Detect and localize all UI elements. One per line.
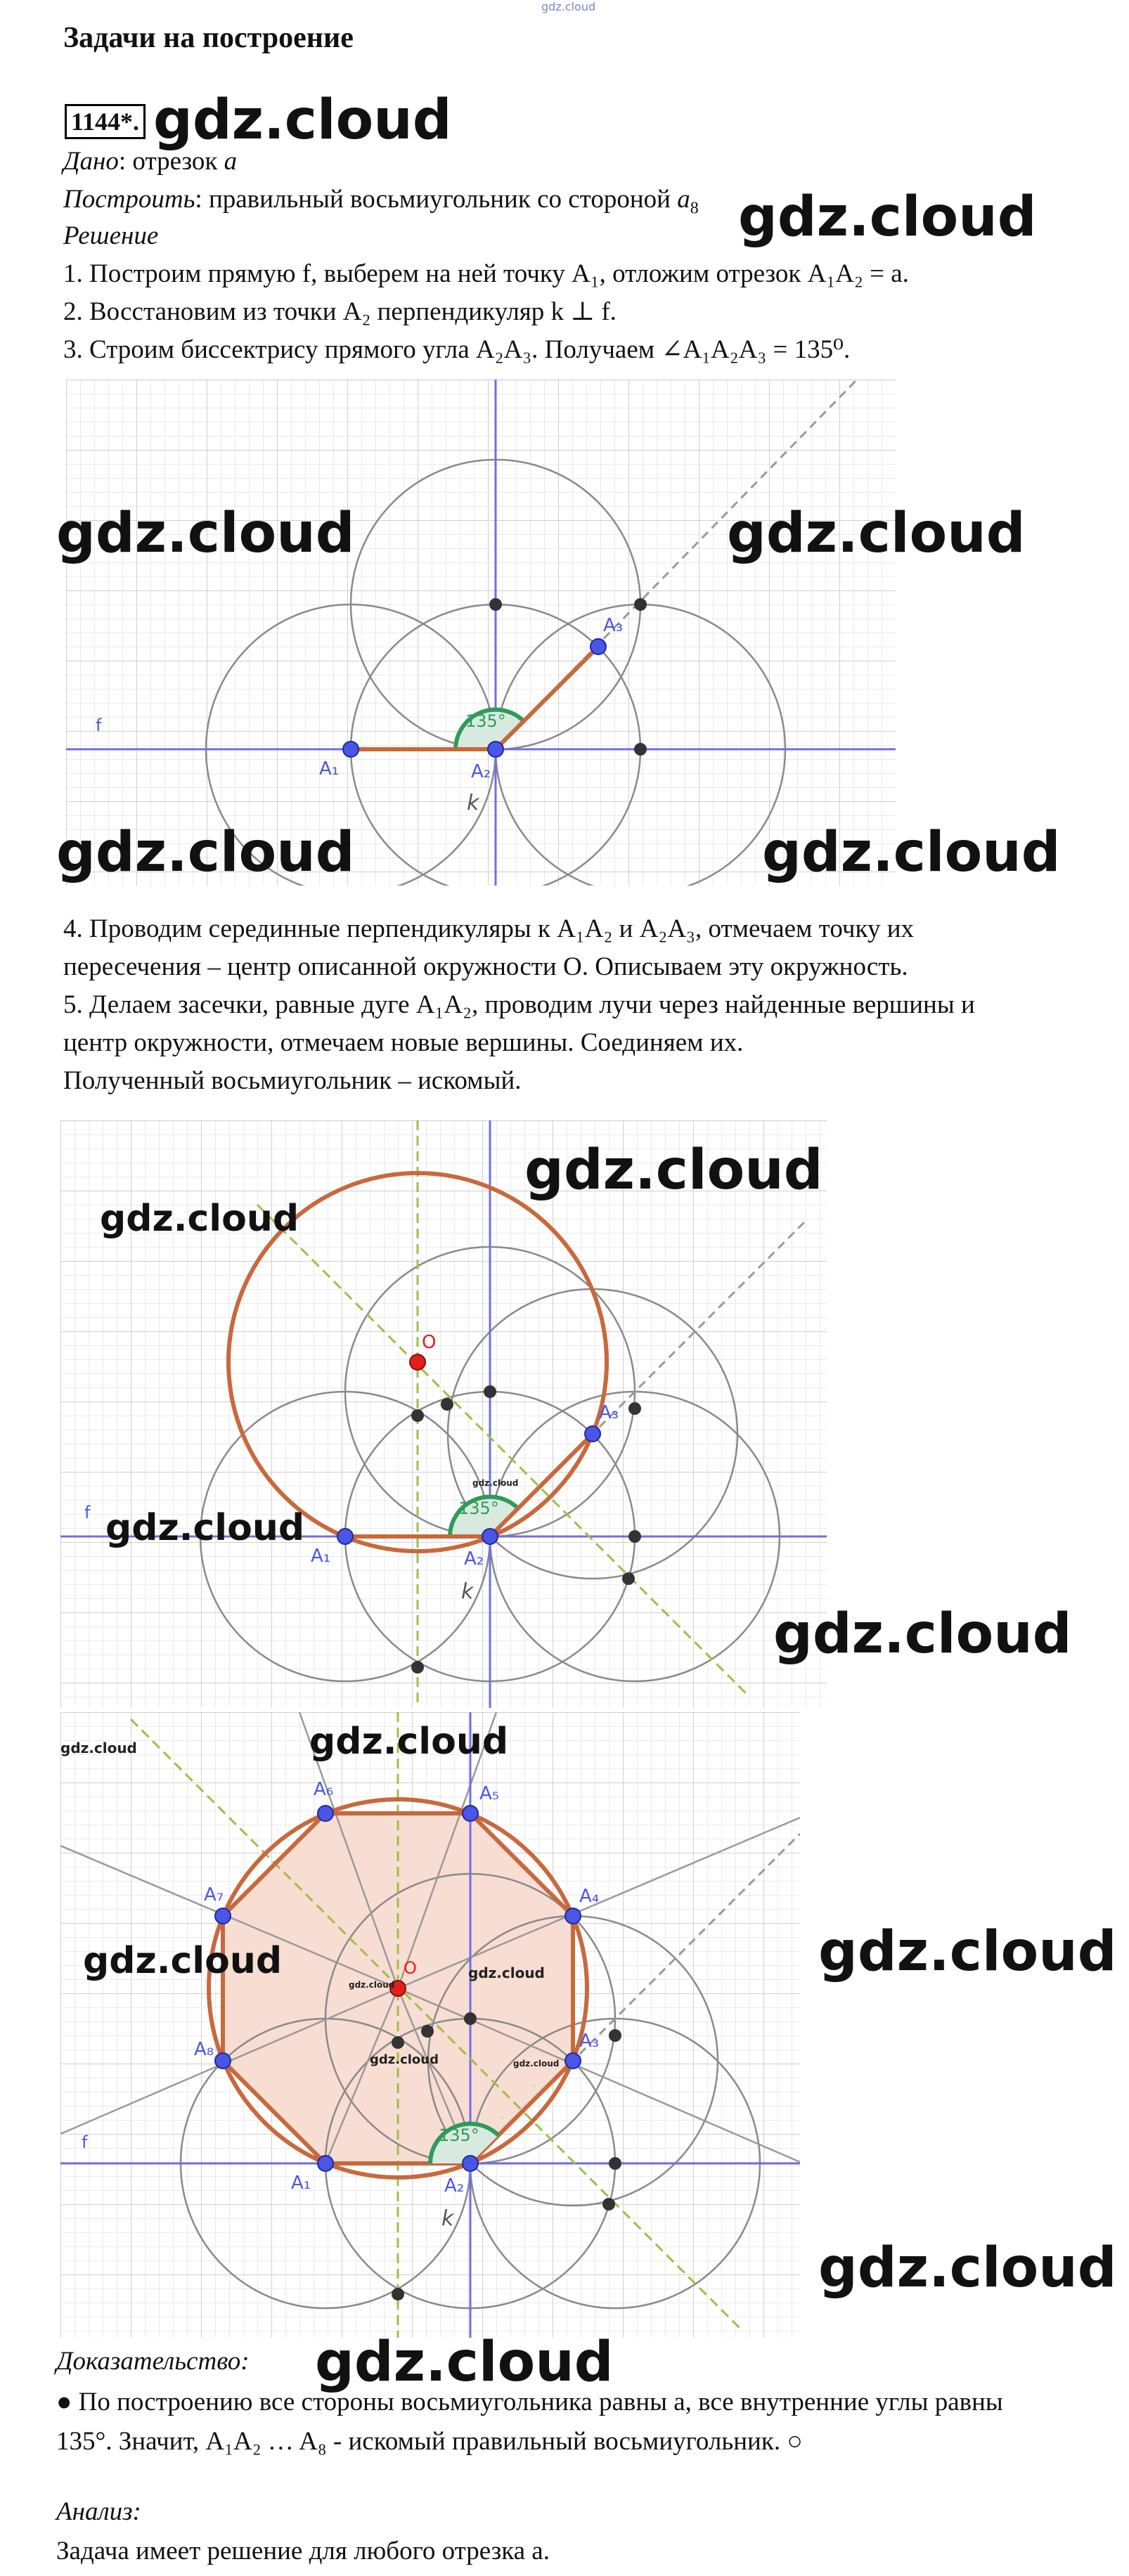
watermark: gdz.cloud — [56, 821, 355, 884]
label-f: f — [82, 2132, 88, 2152]
center-point-o — [410, 1354, 425, 1370]
intersection-point — [602, 2198, 615, 2211]
watermark: gdz.cloud — [349, 1980, 395, 1990]
construct-label: Построить — [63, 185, 195, 214]
watermark: gdz.cloud — [762, 821, 1061, 884]
intersection-point — [441, 1398, 453, 1411]
watermark: gdz.cloud — [315, 2331, 614, 2394]
intersection-point — [421, 2025, 434, 2038]
point-a2 — [482, 1529, 498, 1544]
label-a3: A₃ — [599, 1402, 619, 1423]
point-a3 — [591, 639, 606, 654]
watermark: gdz.cloud — [472, 1478, 519, 1488]
point-a4 — [565, 1908, 581, 1924]
label-a2: A₂ — [464, 1548, 484, 1569]
point-a2 — [488, 742, 503, 757]
label-a3: A₃ — [603, 615, 624, 636]
intersection-point — [628, 1402, 641, 1415]
figure-1 — [66, 380, 896, 886]
point-a5 — [463, 1806, 478, 1821]
intersection-point — [411, 1661, 424, 1674]
label-a3: A₃ — [579, 2031, 600, 2052]
construct-text: : правильный восьмиугольник со стороной — [195, 185, 678, 214]
proof-line-2: 135°. Значит, A₁A₂ … A₈ - искомый правильный восьмиугольник. ○ — [56, 2427, 803, 2456]
given-label: Дано — [63, 147, 119, 176]
page-title: Задачи на построение — [63, 22, 354, 54]
proof-line-1: ● По построению все стороны восьмиугольника равны a, все внутренние углы равны — [56, 2388, 1003, 2416]
given-var: a — [224, 147, 238, 176]
intersection-point — [392, 2288, 404, 2300]
solution-step-2: 2. Восстановим из точки A₂ перпендикуляр k ⊥ f. — [63, 297, 617, 326]
solution-step-1: 1. Построим прямую f, выберем на ней точку A₁, отложим отрезок A₁A₂ = a. — [63, 259, 909, 288]
watermark: gdz.cloud — [818, 2237, 1117, 2300]
solution-step-4: 4. Проводим серединные перпендикуляры к A₁A₂ и A₂A₃, отмечаем точку их — [63, 914, 914, 943]
watermark: gdz.cloud — [56, 502, 355, 565]
solution-step-4b: пересечения – центр описанной окружности O. Описываем эту окружность. — [63, 952, 908, 981]
proof-label: Доказательство: — [56, 2347, 250, 2376]
label-o: O — [404, 1958, 417, 1978]
point-a3 — [565, 2053, 581, 2069]
figure-3 — [60, 1712, 800, 2338]
label-a8: A₈ — [194, 2039, 214, 2060]
intersection-point — [411, 1409, 424, 1422]
label-k: k — [461, 1579, 474, 1604]
solution-step-5b: центр окружности, отмечаем новые вершины. Соединяем их. — [63, 1028, 744, 1057]
intersection-point — [464, 2012, 477, 2025]
analysis-text: Задача имеет решение для любого отрезка a. — [56, 2537, 550, 2565]
construct-sub: 8 — [690, 199, 699, 218]
point-a1 — [318, 2156, 333, 2171]
intersection-point — [484, 1385, 496, 1398]
label-a4: A₄ — [579, 1886, 600, 1907]
label-a7: A₇ — [204, 1884, 224, 1905]
watermark: gdz.cloud — [524, 1139, 823, 1202]
label-a1: A₁ — [319, 758, 340, 779]
point-a6 — [318, 1806, 333, 1821]
solution-conclusion: Полученный восьмиугольник – искомый. — [63, 1066, 522, 1095]
watermark: gdz.cloud — [309, 1721, 509, 1763]
label-a2: A₂ — [444, 2175, 465, 2196]
intersection-point — [609, 2157, 621, 2170]
intersection-point — [392, 2036, 404, 2049]
construct-line — [63, 183, 699, 225]
watermark: gdz.cloud — [738, 186, 1037, 249]
point-a8 — [215, 2053, 231, 2069]
watermark: gdz.cloud — [773, 1603, 1072, 1666]
given-line — [63, 145, 237, 179]
label-a1: A₁ — [311, 1546, 331, 1567]
watermark: gdz.cloud — [818, 1920, 1117, 1983]
task-number: 1144*. — [65, 104, 146, 139]
watermark: gdz.cloud — [370, 2052, 439, 2067]
label-a2: A₂ — [471, 761, 491, 782]
angle-label: 135° — [458, 1499, 499, 1518]
label-a5: A₅ — [479, 1783, 500, 1804]
intersection-point — [634, 743, 647, 756]
label-k: k — [467, 791, 479, 815]
point-a7 — [215, 1908, 231, 1924]
watermark: gdz.cloud — [513, 2059, 560, 2069]
label-a6: A₆ — [314, 1779, 334, 1800]
watermark: gdz.cloud — [100, 1198, 299, 1240]
point-a3 — [585, 1426, 600, 1442]
watermark: gdz.cloud — [60, 1740, 137, 1756]
intersection-point — [622, 1572, 635, 1585]
construct-var: a — [677, 185, 690, 214]
label-k: k — [441, 2206, 454, 2231]
label-f: f — [96, 716, 102, 735]
intersection-point — [628, 1530, 641, 1543]
angle-label: 135° — [465, 711, 506, 731]
watermark: gdz.cloud — [727, 502, 1026, 565]
label-o: O — [422, 1332, 437, 1353]
watermark: gdz.cloud — [468, 1965, 545, 1981]
solution-step-3: 3. Строим биссектрису прямого угла A₂A₃. Получаем ∠A₁A₂A₃ = 135⁰. — [63, 335, 851, 364]
point-a1 — [337, 1529, 353, 1544]
intersection-point — [609, 2029, 621, 2042]
given-text: : отрезок — [118, 147, 224, 176]
angle-label: 135° — [439, 2125, 479, 2145]
intersection-point — [634, 598, 647, 611]
top-watermark: gdz.cloud — [541, 0, 596, 13]
solution-step-5: 5. Делаем засечки, равные дуге A₁A₂, проводим лучи через найденные вершины и — [63, 990, 975, 1019]
solution-label: Решение — [63, 221, 159, 250]
watermark: gdz.cloud — [83, 1940, 283, 1982]
intersection-point — [489, 598, 502, 611]
watermark: gdz.cloud — [153, 89, 452, 152]
analysis-label: Анализ: — [56, 2497, 141, 2526]
label-f: f — [84, 1503, 91, 1522]
point-a1 — [343, 742, 359, 757]
point-a2 — [463, 2156, 478, 2171]
watermark: gdz.cloud — [105, 1507, 305, 1549]
label-a1: A₁ — [291, 2173, 311, 2194]
